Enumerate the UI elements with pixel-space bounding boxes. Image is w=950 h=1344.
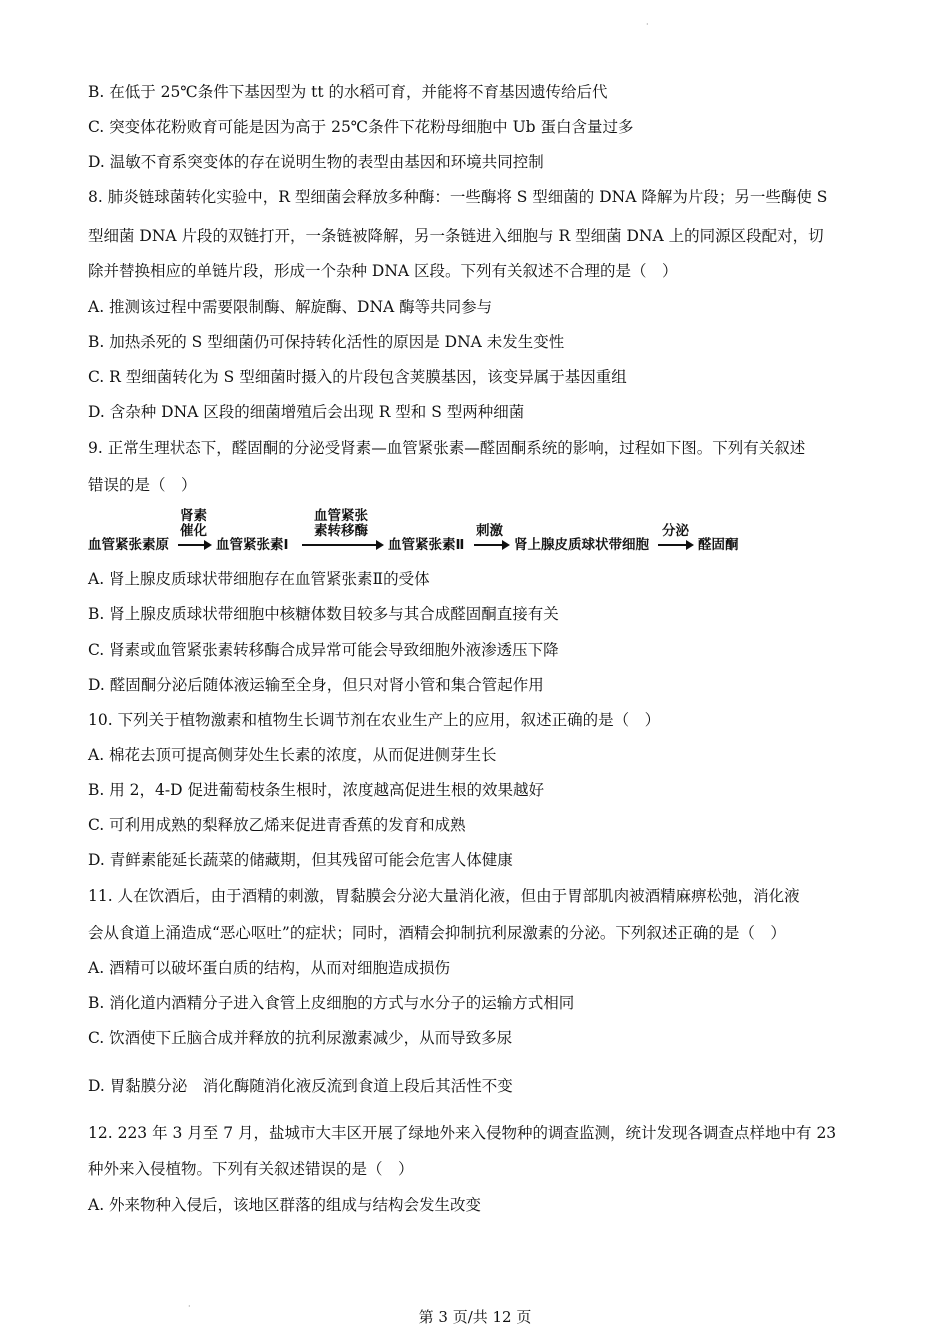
arrow-3 — [474, 544, 508, 546]
option-8d: D. 含杂种 DNA 区段的细菌增殖后会出现 R 型和 S 型两种细菌 — [88, 403, 525, 421]
question-9-line-1: 9. 正常生理状态下，醛固酮的分泌受肾素—血管紧张素—醛固酮系统的影响，过程如下图。下列有关叙述 — [88, 439, 806, 457]
label-ace-1: 血管紧张 — [314, 508, 368, 524]
label-ace-2: 素转移酶 — [314, 523, 368, 539]
question-8-line-1: 8. 肺炎链球菌转化实验中，R 型细菌会释放多种酶：一些酶将 S 型细菌的 DNA 降解为片段；另一些酶使 S — [88, 188, 828, 206]
bottom-mark: · — [188, 1302, 191, 1311]
label-renin: 肾素 — [180, 508, 207, 524]
option-11a: A. 酒精可以破坏蛋白质的结构，从而对细胞造成损伤 — [88, 959, 451, 977]
node-aldosterone: 醛固酮 — [698, 537, 739, 553]
raas-flow-diagram — [88, 508, 768, 556]
option-10d: D. 青鲜素能延长蔬菜的储藏期，但其残留可能会危害人体健康 — [88, 851, 513, 869]
option-9b: B. 肾上腺皮质球状带细胞中核糖体数目较多与其合成醛固酮直接有关 — [88, 605, 559, 623]
option-10c: C. 可利用成熟的梨释放乙烯来促进青香蕉的发育和成熟 — [88, 816, 466, 834]
option-7b: B. 在低于 25℃条件下基因型为 tt 的水稻可育，并能将不育基因遗传给后代 — [88, 83, 608, 101]
option-12a: A. 外来物种入侵后，该地区群落的组成与结构会发生改变 — [88, 1196, 482, 1214]
option-11b: B. 消化道内酒精分子进入食管上皮细胞的方式与水分子的运输方式相同 — [88, 994, 575, 1012]
option-7c: C. 突变体花粉败育可能是因为高于 25℃条件下花粉母细胞中 Ub 蛋白含量过多 — [88, 118, 634, 136]
node-angiotensin-2: 血管紧张素Ⅱ — [388, 537, 465, 553]
option-8c: C. R 型细菌转化为 S 型细菌时摄入的片段包含荚膜基因，该变异属于基因重组 — [88, 368, 627, 386]
question-12-line-1: 12. 223 年 3 月至 7 月，盐城市大丰区开展了绿地外来入侵物种的调查监测，统计发现各调查点样地中有 23 — [88, 1124, 837, 1142]
label-stimulate: 刺激 — [476, 523, 503, 539]
arrow-2 — [302, 544, 382, 546]
label-secrete: 分泌 — [662, 523, 689, 539]
option-8b: B. 加热杀死的 S 型细菌仍可保持转化活性的原因是 DNA 未发生变性 — [88, 333, 565, 351]
option-9c: C. 肾素或血管紧张素转移酶合成异常可能会导致细胞外液渗透压下降 — [88, 641, 559, 659]
question-8-line-3: 除并替换相应的单链片段，形成一个杂种 DNA 区段。下列有关叙述不合理的是（ ） — [88, 262, 678, 280]
question-12-line-2: 种外来入侵植物。下列有关叙述错误的是（ ） — [88, 1160, 414, 1178]
arrow-1 — [178, 544, 210, 546]
option-9a: A. 肾上腺皮质球状带细胞存在血管紧张素Ⅱ的受体 — [88, 570, 430, 588]
option-10a: A. 棉花去顶可提高侧芽处生长素的浓度，从而促进侧芽生长 — [88, 746, 497, 764]
top-mark: · — [646, 20, 649, 29]
question-10: 10. 下列关于植物激素和植物生长调节剂在农业生产上的应用，叙述正确的是（ ） — [88, 711, 661, 729]
option-8a: A. 推测该过程中需要限制酶、解旋酶、DNA 酶等共同参与 — [88, 298, 493, 316]
option-7d: D. 温敏不育系突变体的存在说明生物的表型由基因和环境共同控制 — [88, 153, 544, 171]
question-11-line-2: 会从食道上涌造成“恶心呕吐”的症状；同时，酒精会抑制抗利尿激素的分泌。下列叙述正确的是（ ） — [88, 924, 786, 942]
option-11c: C. 饮酒使下丘脑合成并释放的抗利尿激素减少，从而导致多尿 — [88, 1029, 513, 1047]
page-footer: 第 3 页/共 12 页 — [418, 1308, 532, 1326]
node-adrenal-cortex-cells: 肾上腺皮质球状带细胞 — [514, 537, 649, 553]
question-8-line-2: 型细菌 DNA 片段的双链打开，一条链被降解，另一条链进入细胞与 R 型细菌 DNA 上的同源区段配对，切 — [88, 227, 824, 245]
option-10b: B. 用 2，4-D 促进葡萄枝条生根时，浓度越高促进生根的效果越好 — [88, 781, 544, 799]
question-9-line-2: 错误的是（ ） — [88, 476, 197, 494]
option-11d: D. 胃黏膜分泌 消化酶随消化液反流到食道上段后其活性不变 — [88, 1077, 513, 1095]
question-11-line-1: 11. 人在饮酒后，由于酒精的刺激，胃黏膜会分泌大量消化液，但由于胃部肌肉被酒精麻痹松弛，消化液 — [88, 887, 800, 905]
node-angiotensin-1: 血管紧张素Ⅰ — [216, 537, 289, 553]
arrow-4 — [658, 544, 692, 546]
node-angiotensinogen: 血管紧张素原 — [88, 537, 169, 553]
option-9d: D. 醛固酮分泌后随体液运输至全身，但只对肾小管和集合管起作用 — [88, 676, 544, 694]
label-catalyze: 催化 — [180, 523, 207, 539]
